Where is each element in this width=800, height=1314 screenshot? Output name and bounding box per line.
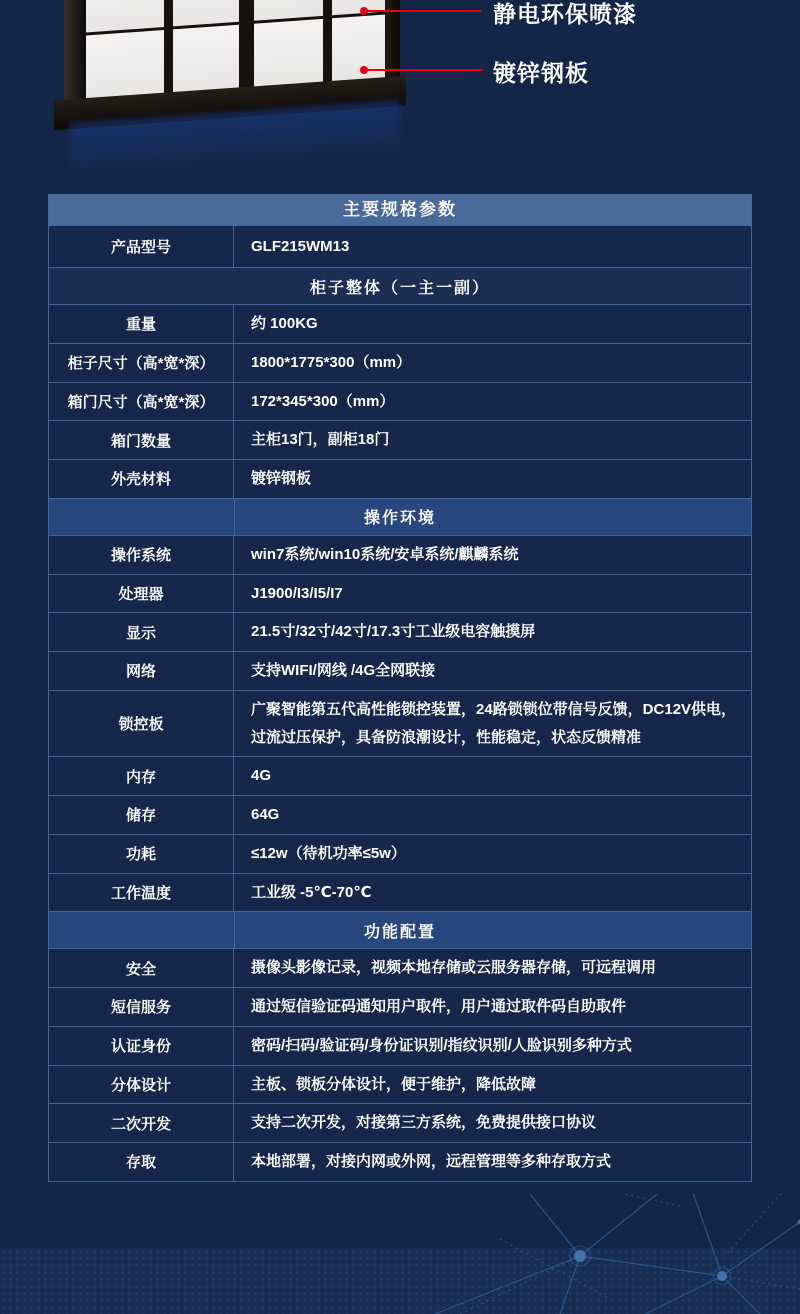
- spec-table-rows: [49, 225, 751, 1181]
- spec-label: 显示: [49, 613, 234, 651]
- locker-door: [332, 0, 385, 15]
- locker-door: [332, 14, 385, 81]
- locker-door-column: [172, 0, 240, 92]
- spec-label: 网络: [49, 652, 234, 690]
- spec-value: ≤12w（待机功率≤5w）: [251, 844, 406, 862]
- spec-value: J1900/I3/I5/I7: [251, 584, 343, 602]
- table-row: [49, 651, 751, 690]
- locker-frame-left: [64, 0, 85, 100]
- spec-label: 处理器: [49, 575, 234, 613]
- table-row: [49, 343, 751, 382]
- table-row: [49, 612, 751, 651]
- section-header-row: [49, 267, 751, 304]
- spec-value: 1800*1775*300（mm）: [251, 353, 412, 371]
- spec-label: 操作系统: [49, 536, 234, 574]
- spec-label: 柜子尺寸（高*宽*深）: [49, 344, 234, 382]
- spec-value: 4G: [251, 767, 272, 785]
- table-row: [49, 535, 751, 574]
- section-header-row: [49, 498, 751, 535]
- spec-value: 约 100KG: [251, 315, 318, 332]
- spec-table: [48, 194, 752, 1182]
- table-row: [49, 420, 751, 459]
- section-title: 功能配置: [363, 923, 436, 941]
- locker-door: [86, 0, 165, 32]
- spec-label: 外壳材料: [49, 460, 234, 498]
- spec-value: 主柜13门，副柜18门: [251, 431, 390, 449]
- spec-label: 认证身份: [49, 1027, 234, 1065]
- table-row: [49, 1026, 751, 1065]
- table-row: [49, 1103, 751, 1142]
- spec-label: 功耗: [49, 835, 234, 873]
- spec-value: 172*345*300（mm）: [251, 392, 395, 410]
- spec-label: 锁控板: [49, 691, 234, 757]
- spec-value: win7系统/win10系统/安卓系统/麒麟系统: [251, 545, 519, 563]
- section-title: 柜子整体（一主一副）: [309, 279, 490, 297]
- spec-label: 安全: [49, 949, 234, 987]
- locker-door-column: [253, 0, 324, 87]
- spec-value: 密码/扫码/验证码/身份证识别/指纹识别/人脸识别多种方式: [251, 1036, 632, 1054]
- spec-label: 产品型号: [49, 226, 234, 267]
- table-row: [49, 1065, 751, 1104]
- locker-door-column: [85, 0, 166, 99]
- spec-value: 通过短信验证码通知用户取件，用户通过取件码自助取件: [251, 998, 627, 1015]
- table-row: [49, 459, 751, 498]
- locker-door: [254, 19, 323, 87]
- spec-table-title: 主要规格参数: [49, 195, 751, 225]
- table-row: [49, 756, 751, 795]
- section-header-row: [49, 911, 751, 948]
- spec-label: 二次开发: [49, 1104, 234, 1142]
- spec-label: 工作温度: [49, 874, 234, 912]
- table-row: [49, 382, 751, 421]
- spec-value: 21.5寸/32寸/42寸/17.3寸工业级电容触摸屏: [251, 623, 536, 641]
- spec-value: 工业级 -5℃-70℃: [251, 883, 372, 901]
- spec-value: 本地部署，对接内网或外网，远程管理等多种存取方式: [251, 1153, 612, 1170]
- spec-label: 箱门数量: [49, 421, 234, 459]
- table-row: [49, 873, 751, 912]
- table-row: [49, 690, 751, 757]
- spec-label: 重量: [49, 305, 234, 343]
- table-row: [49, 795, 751, 834]
- locker-door: [173, 0, 239, 26]
- spec-label: 分体设计: [49, 1066, 234, 1104]
- spec-value: 主板、锁板分体设计，便于维护，降低故障: [251, 1075, 537, 1093]
- spec-value: 64G: [251, 806, 280, 823]
- spec-value: 支持二次开发，对接第三方系统，免费提供接口协议: [251, 1114, 597, 1132]
- spec-label: 内存: [49, 757, 234, 795]
- callout-line: [363, 69, 483, 71]
- spec-label: 储存: [49, 796, 234, 834]
- spec-value: 摄像头影像记录，视频本地存储或云服务器存储，可远程调用: [251, 959, 657, 977]
- table-row: [49, 948, 751, 987]
- spec-value: 支持WIFI/网线 /4G全网联接: [251, 662, 436, 679]
- spec-label: 短信服务: [49, 988, 234, 1026]
- table-row: [49, 304, 751, 343]
- table-row: [49, 1142, 751, 1181]
- spec-value: 广聚智能第五代高性能锁控装置，24路锁锁位带信号反馈，DC12V供电，过流过压保护，具备防浪潮设计，性能稳定，状态反馈精准: [251, 700, 737, 746]
- table-row: [49, 225, 751, 267]
- table-row: [49, 987, 751, 1026]
- locker-door: [173, 24, 239, 92]
- spec-label: 存取: [49, 1143, 234, 1181]
- product-hero: [0, 0, 800, 190]
- callout-line: [363, 10, 481, 12]
- spec-label: 箱门尺寸（高*宽*深）: [49, 383, 234, 421]
- callout-label: 镀锌钢板: [493, 60, 589, 86]
- section-title: 操作环境: [363, 510, 436, 528]
- spec-value: 镀锌钢板: [251, 470, 312, 487]
- locker-door: [254, 0, 323, 20]
- callout-label: 静电环保喷漆: [493, 1, 637, 27]
- spec-value: GLF215WM13: [251, 237, 350, 255]
- locker-door: [86, 30, 165, 99]
- plexus-network-decoration: [260, 1194, 800, 1314]
- table-row: [49, 574, 751, 613]
- table-row: [49, 834, 751, 873]
